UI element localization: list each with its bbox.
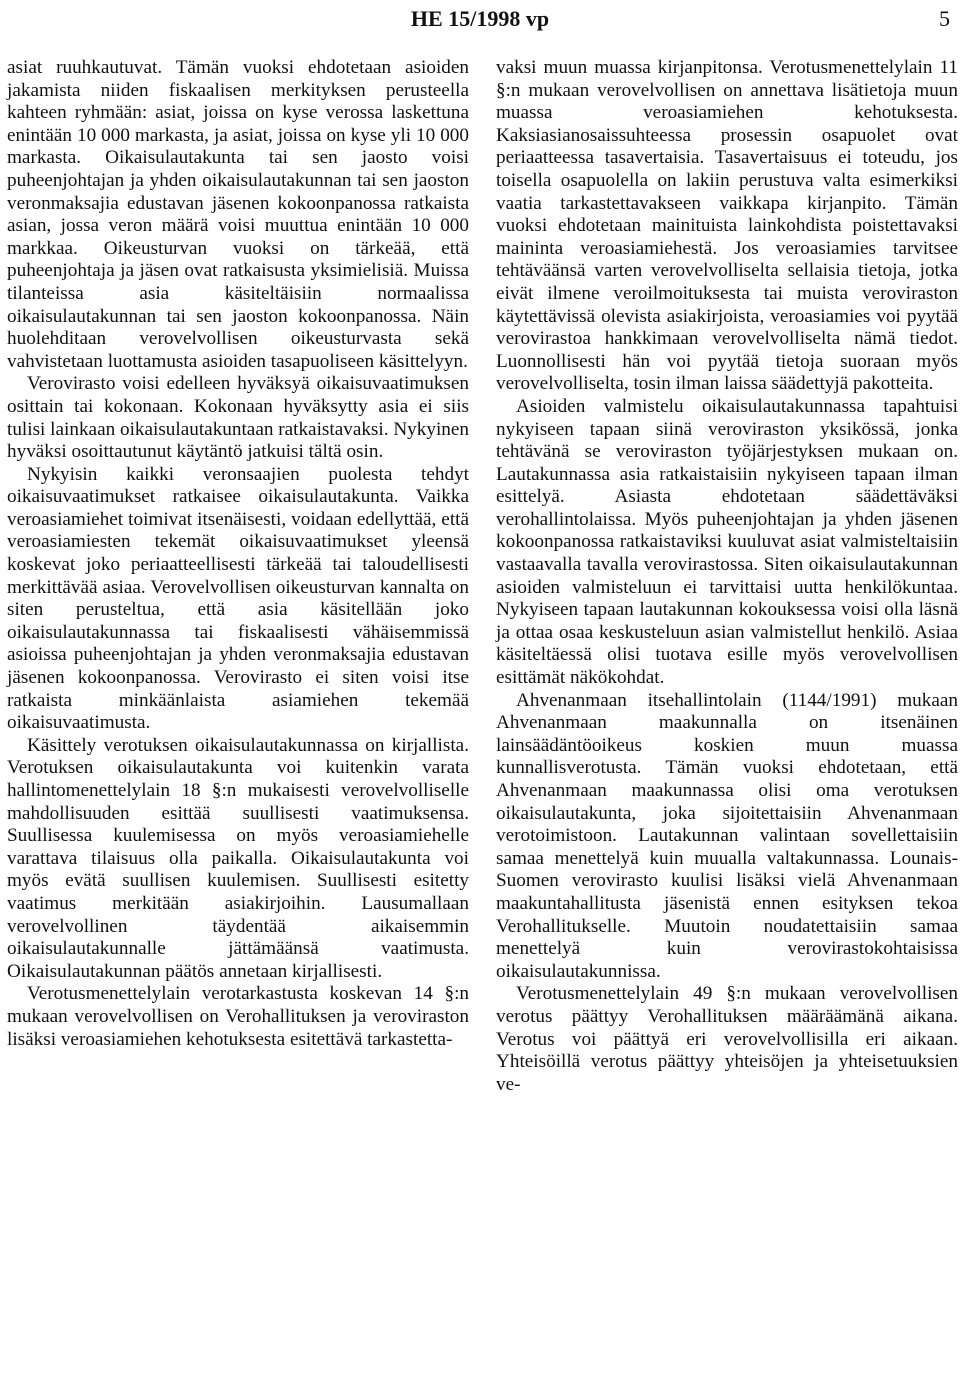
paragraph: Verotusmenettelylain 49 §:n mukaan verovelvollisen verotus päättyy Verohallituksen määräämänä aikana. Verotus voi päättyä eri verovelvollisilla eri aikaan. Yhteisöillä verotus päättyy yhteisöjen ja yhteisetuuksien ve-: [496, 983, 958, 1095]
document-id: HE 15/1998 vp: [410, 6, 550, 31]
paragraph: vaksi muun muassa kirjanpitonsa. Verotusmenettelylain 11 §:n mukaan verovelvollisen on annettava lisätietoja muun muassa veroasiamiehen kehotuksesta. Kaksiasianosaissuhteessa prosessin osapuolet ovat periaatteessa tasavertaisia. Tasavertaisuus ei toteudu, jos toisella osapuolella on lakiin perustuva valta esimerkiksi vaatia tarkastettavakseen vaikkapa kirjanpito. Tämän vuoksi ehdotetaan mainituista lainkohdista poistettavaksi maininta veroasiamiehestä. Jos veroasiamies tarvitsee tehtäväänsä varten verovelvolliselta sellaisia tietoja, jotka eivät ilmene veroilmoituksesta tai muista veroviraston käytettävissä olevista asiakirjoista, veroasiamies voi pyytää verovirastoa hankkimaan verovelvolliselta nämä tiedot. Luonnollisesti hän voi pyytää tietoja suoraan myös verovelvolliselta, tosin ilman laissa säädettyjä pakotteita.: [496, 57, 958, 395]
paragraph: Käsittely verotuksen oikaisulautakunnassa on kirjallista. Verotuksen oikaisulautakunta voi kuitenkin varata hallintomenettelylain 18 §:n mukaisesti verovelvolliselle mahdollisuuden esittää suullisesti vaatimuksensa. Suullisessa kuulemisessa on myös veroasiamiehelle varattava tilaisuus olla paikalla. Oikaisulautakunta voi myös evätä suullisen kuulemisen. Suullisesti esitetty vaatimus merkitään asiakirjoihin. Lausumallaan verovelvollinen täydentää aikaisemmin oikaisulautakunnalle jättämäänsä vaatimusta. Oikaisulautakunnan päätös annetaan kirjallisesti.: [7, 734, 469, 982]
paragraph: Ahvenanmaan itsehallintolain (1144/1991) mukaan Ahvenanmaan maakunnalla on itsenäinen lainsäädäntöoikeus koskien muun muassa kunnallisverotusta. Tämän vuoksi ehdotetaan, että Ahvenanmaan maakunnassa olisi oma verotuksen oikaisulautakunta, joka sijoitettaisiin Ahvenanmaan verotoimistoon. Lautakunnan valintaan sovellettaisiin samaa menettelyä kuin muualla valtakunnassa. Lounais-Suomen verovirasto kuulisi lisäksi vielä Ahvenanmaan maakuntahallitusta jäsenistä ennen esityksen tekoa Verohallitukselle. Muutoin noudatettaisiin samaa menettelyä kuin verovirastokohtaisissa oikaisulautakunnissa.: [496, 689, 958, 982]
page-number: 5: [939, 6, 950, 31]
left-column: [7, 57, 469, 1051]
paragraph: Verotusmenettelylain verotarkastusta koskevan 14 §:n mukaan verovelvollisen on Verohallituksen ja veroviraston lisäksi veroasiamiehen kehotuksesta esitettävä tarkastetta-: [7, 983, 469, 1050]
page-header: [0, 4, 960, 34]
right-column: [496, 57, 958, 1096]
paragraph: asiat ruuhkautuvat. Tämän vuoksi ehdotetaan asioiden jakamista niiden fiskaalisen merkityksen perusteella kahteen ryhmään: asiat, joissa on kyse verossa laskettuna enintään 10 000 markasta, ja asiat, joissa on kyse yli 10 000 markasta. Oikaisulautakunta tai sen jaosto voisi puheenjohtajan ja yhden oikaisulautakunnan tai sen jaoston veronmaksajia edustavan jäsenen kokoonpanossa ratkaista asian, jossa veron määrä voisi muuttua enintään 10 000 markkaa. Oikeusturvan vuoksi on tärkeää, että puheenjohtaja ja jäsen ovat ratkaisusta yksimielisiä. Muissa tilanteissa asia käsiteltäisiin normaalissa oikaisulautakunnan tai sen jaoston kokoonpanossa. Näin huolehditaan verovelvollisen oikeusturvasta sekä vahvistetaan luottamusta asioiden tasapuoliseen käsittelyyn.: [7, 57, 469, 372]
paragraph: Verovirasto voisi edelleen hyväksyä oikaisuvaatimuksen osittain tai kokonaan. Kokonaan hyväksytty asia ei siis tulisi lainkaan oikaisulautakuntaan ratkaistavaksi. Nykyinen hyväksi osoittautunut käytäntö jatkuisi tältä osin.: [7, 373, 469, 463]
paragraph: Nykyisin kaikki veronsaajien puolesta tehdyt oikaisuvaatimukset ratkaisee oikaisulautakunta. Vaikka veroasiamiehet toimivat itsenäisesti, voidaan edellyttää, että veroasiamiesten tekemät oikaisuvaatimukset yleensä koskevat joko periaatteellisesti tärkeää tai taloudellisesti merkittävää asiaa. Verovelvollisen oikeusturvan kannalta on siten perusteltua, että asia käsitellään joko oikaisulautakunnassa tai fiskaalisesti vähäisemmissä asioissa puheenjohtajan ja yhden veronmaksajia edustavan jäsenen kokoonpanossa. Verovirasto ei siten voisi itse ratkaista minkäänlaista asiamiehen tekemää oikaisuvaatimusta.: [7, 463, 469, 734]
paragraph: Asioiden valmistelu oikaisulautakunnassa tapahtuisi nykyiseen tapaan siinä veroviraston yksikössä, jonka tehtävänä se veroviraston työjärjestyksen mukaan on. Lautakunnassa asia ratkaistaisiin nykyiseen tapaan ilman esittelyä. Asiasta ehdotetaan säädettäväksi verohallintolaissa. Myös puheenjohtajan ja yhden jäsenen kokoonpanossa ratkaistaviksi kuuluvat asiat valmisteltaisiin vastaavalla tavalla verovirastossa. Siten oikaisulautakunnan asioiden valmisteluun ei tarvittaisi uutta henkilökuntaa. Nykyiseen tapaan lautakunnan kokouksessa voisi olla läsnä ja ottaa osaa keskusteluun asian valmistellut henkilö. Asiaa käsiteltäessä olisi tuotava esille myös verovelvollisen esittämät näkökohdat.: [496, 395, 958, 689]
